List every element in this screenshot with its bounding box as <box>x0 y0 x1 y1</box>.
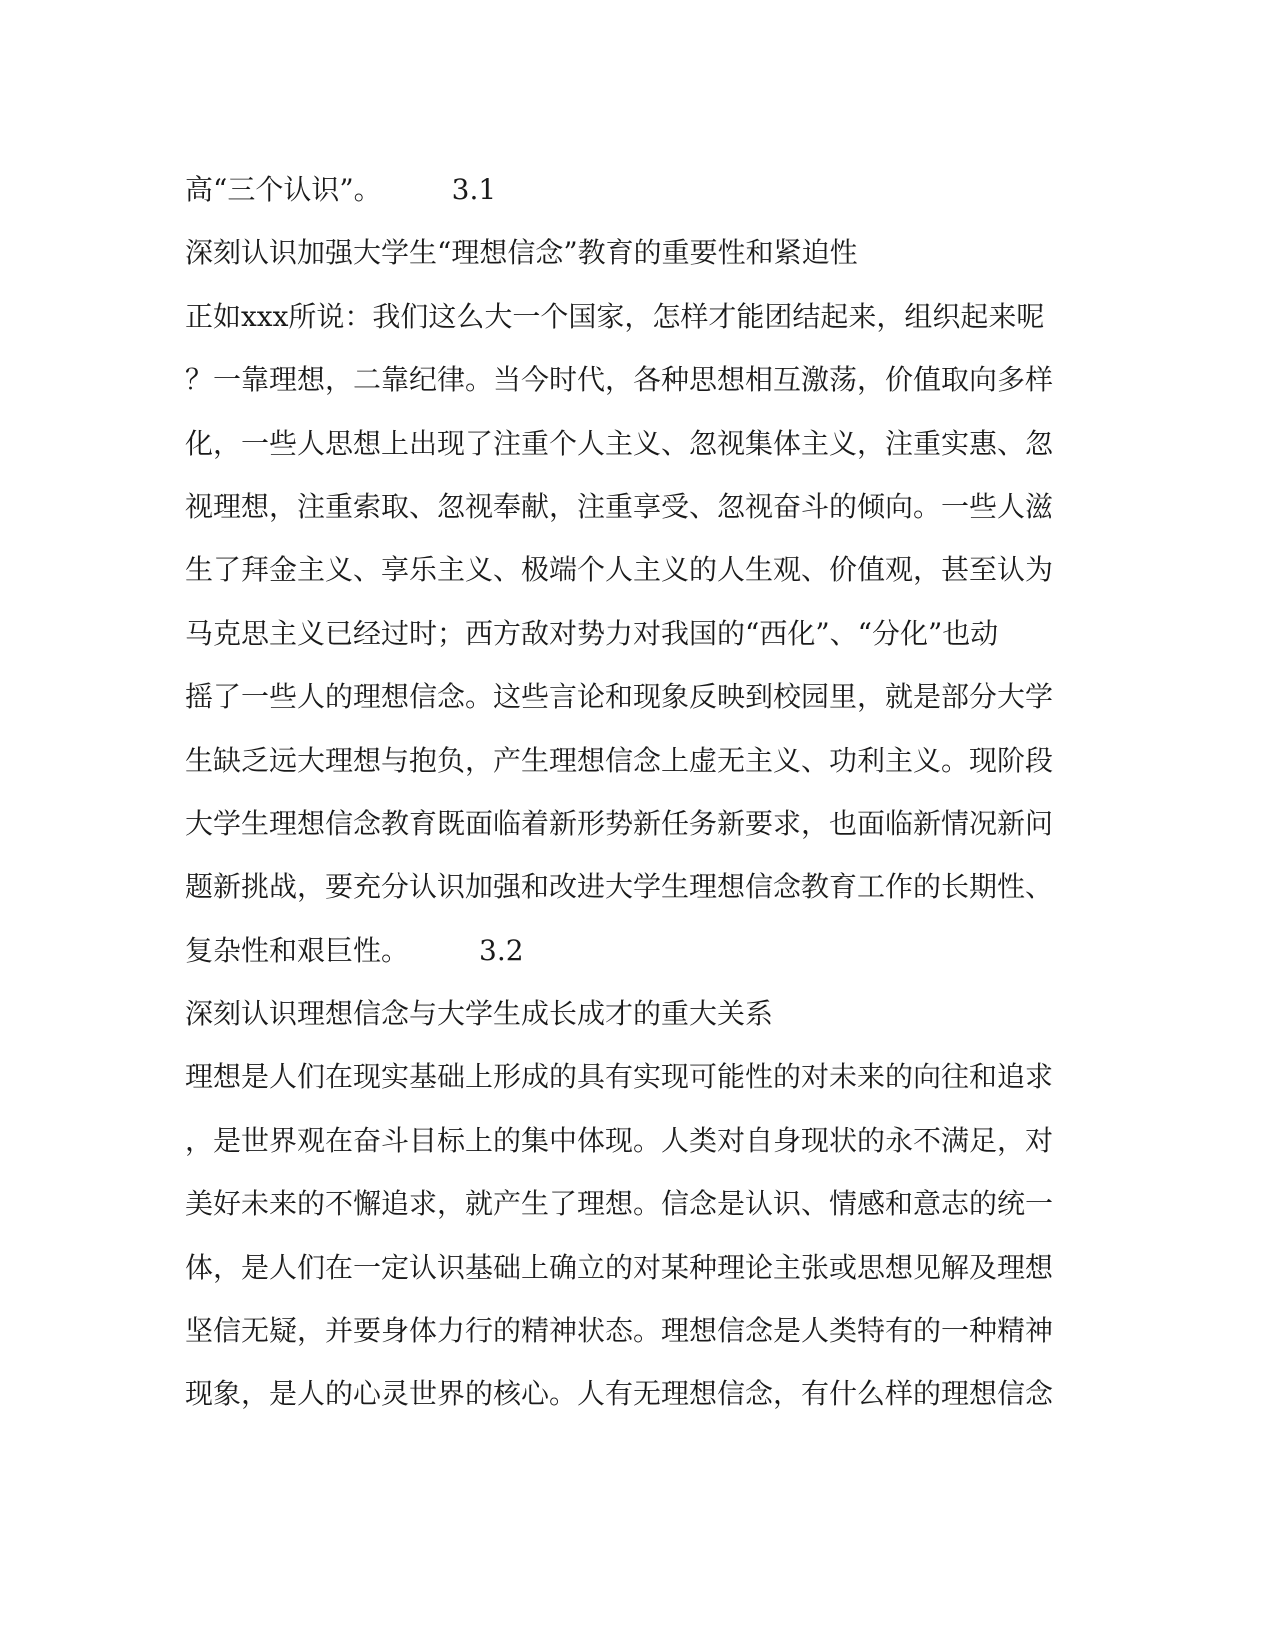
text-line: 理想是人们在现实基础上形成的具有实现可能性的对未来的向往和追求 <box>185 1060 1054 1094</box>
text-line: 美好未来的不懈追求，就产生了理想。信念是认识、情感和意志的统一 <box>185 1187 1054 1221</box>
text-line: ，是世界观在奋斗目标上的集中体现。人类对自身现状的永不满足，对 <box>185 1123 1054 1157</box>
text-line: 生了拜金主义、享乐主义、极端个人主义的人生观、价值观，甚至认为 <box>185 553 1054 587</box>
text-line: 现象，是人的心灵世界的核心。人有无理想信念，有什么样的理想信念 <box>185 1377 1054 1411</box>
text-line: 高“三个认识”。 3.1 <box>185 173 497 206</box>
text-line: 大学生理想信念教育既面临着新形势新任务新要求，也面临新情况新问 <box>185 806 1054 840</box>
text-line: 体，是人们在一定认识基础上确立的对某种理论主张或思想见解及理想 <box>185 1250 1054 1284</box>
text-line: 坚信无疑，并要身体力行的精神状态。理想信念是人类特有的一种精神 <box>185 1314 1054 1348</box>
text-line: 生缺乏远大理想与抱负，产生理想信念上虚无主义、功利主义。现阶段 <box>185 743 1054 777</box>
text-line: 深刻认识加强大学生“理想信念”教育的重要性和紧迫性 <box>185 236 858 270</box>
text-line: 马克思主义已经过时；西方敌对势力对我国的“西化”、“分化”也动 <box>185 616 999 650</box>
body-text <box>185 158 1085 1426</box>
text-line: 化，一些人思想上出现了注重个人主义、忽视集体主义，注重实惠、忽 <box>185 426 1054 460</box>
text-line: ？一靠理想，二靠纪律。当今时代，各种思想相互激荡，价值取向多样 <box>185 363 1054 397</box>
text-line: 题新挑战，要充分认识加强和改进大学生理想信念教育工作的长期性、 <box>185 870 1054 904</box>
text-line: 摇了一些人的理想信念。这些言论和现象反映到校园里，就是部分大学 <box>185 680 1054 714</box>
text-line: 复杂性和艰巨性。 3.2 <box>185 933 524 967</box>
text-line: 正如xxx所说：我们这么大一个国家，怎样才能团结起来，组织起来呢 <box>185 299 1045 333</box>
text-line: 深刻认识理想信念与大学生成长成才的重大关系 <box>185 997 774 1031</box>
text-line: 视理想，注重索取、忽视奉献，注重享受、忽视奋斗的倾向。一些人滋 <box>185 489 1054 523</box>
